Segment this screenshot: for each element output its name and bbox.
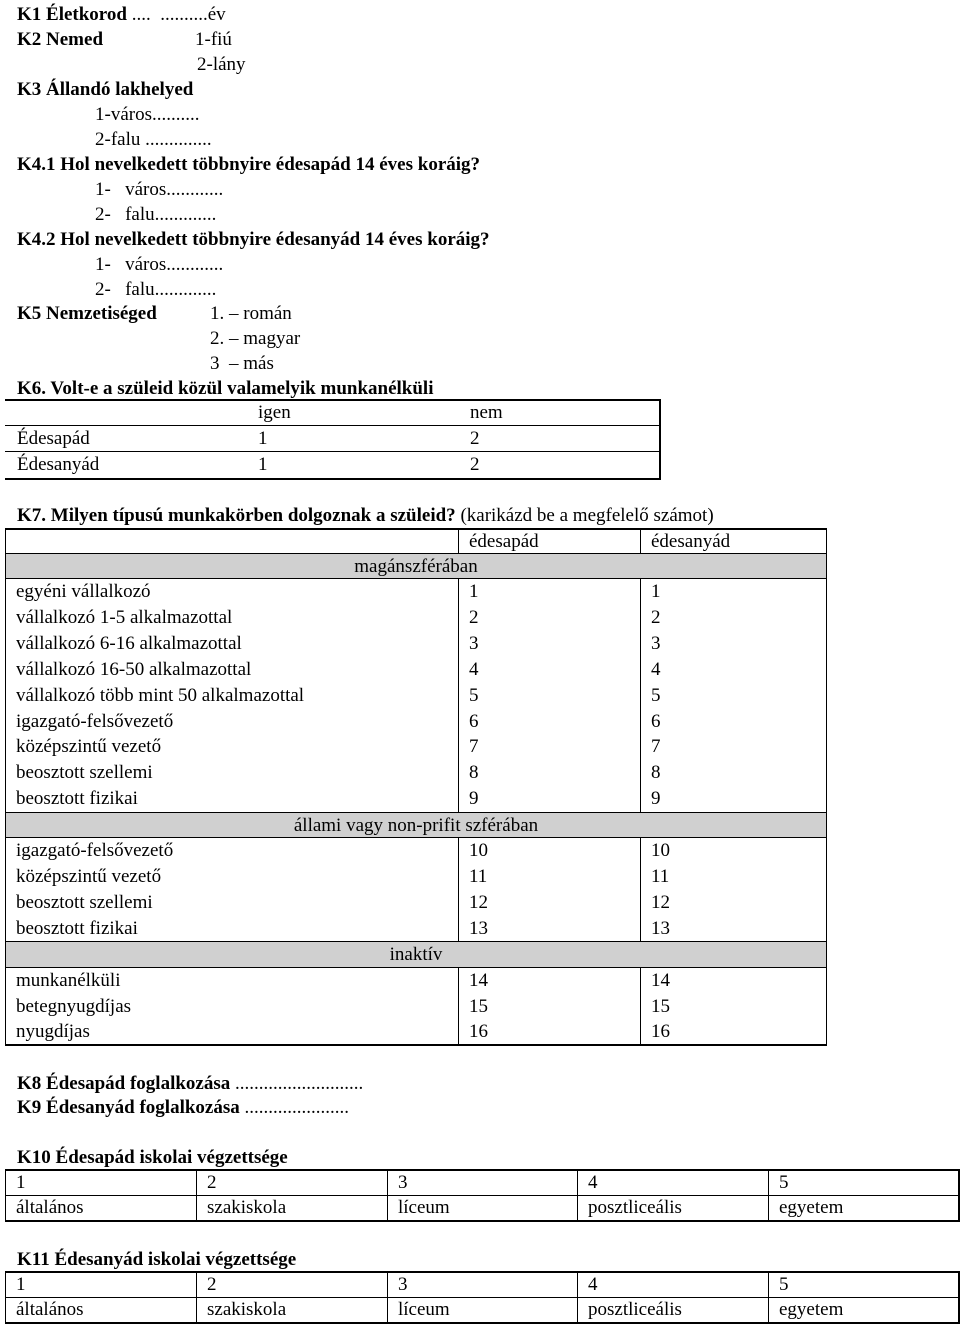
k10-level: szakiskola (207, 1197, 287, 1218)
k11-label: K11 Édesanyád iskolai végzettsége (17, 1249, 297, 1270)
k5-label: K5 Nemzetiséged (17, 303, 157, 324)
k7-row-label: beosztott szellemi (16, 762, 153, 783)
k7-option-edesanyad[interactable]: 16 (651, 1021, 670, 1042)
k9-answer-blank[interactable]: ...................... (244, 1097, 350, 1118)
k7-row-label: munkanélküli (16, 970, 121, 991)
k2-option-1[interactable]: 1-fiú (195, 29, 232, 50)
k6-label: K6. Volt-e a szüleid közül valamelyik munkanélküli (17, 378, 434, 399)
k7-option-edesapad[interactable]: 15 (469, 996, 488, 1017)
k7-option-edesapad[interactable]: 8 (469, 762, 479, 783)
k7-row-label: betegnyugdíjas (16, 996, 132, 1017)
k7-option-edesanyad[interactable]: 5 (651, 685, 661, 706)
k1-answer-blank[interactable]: .... ..........év (131, 4, 226, 25)
k7-option-edesapad[interactable]: 14 (469, 970, 488, 991)
k11-level: líceum (398, 1299, 450, 1320)
k11-number[interactable]: 2 (207, 1274, 217, 1295)
k7-option-edesapad[interactable]: 9 (469, 788, 479, 809)
k8-label: K8 Édesapád foglalkozása (17, 1073, 231, 1094)
k7-option-edesanyad[interactable]: 15 (651, 996, 670, 1017)
k1-question (17, 3, 226, 27)
k6-row-label: Édesapád (17, 428, 90, 449)
k7-option-edesapad[interactable]: 5 (469, 685, 479, 706)
k7-option-edesanyad[interactable]: 13 (651, 918, 670, 939)
k7-option-edesapad[interactable]: 7 (469, 736, 479, 757)
k7-option-edesanyad[interactable]: 12 (651, 892, 670, 913)
k11-number[interactable]: 5 (779, 1274, 789, 1295)
k11-level: általános (16, 1299, 84, 1320)
k9-label: K9 Édesanyád foglalkozása (17, 1097, 240, 1118)
k11-number[interactable]: 4 (588, 1274, 598, 1295)
k7-option-edesanyad[interactable]: 6 (651, 711, 661, 732)
k5-option-2[interactable]: 2. – magyar (210, 328, 301, 349)
k7-row-label: beosztott fizikai (16, 918, 138, 939)
k6-option-igen[interactable]: 1 (258, 454, 268, 475)
k7-option-edesapad[interactable]: 4 (469, 659, 479, 680)
k7-row-label: vállalkozó 1-5 alkalmazottal (16, 607, 233, 628)
k7-option-edesanyad[interactable]: 2 (651, 607, 661, 628)
k7-option-edesapad[interactable]: 13 (469, 918, 488, 939)
k6-col-nem: nem (470, 402, 503, 423)
k41-option-1[interactable]: 1- város............ (95, 179, 224, 200)
k11-level: egyetem (779, 1299, 844, 1320)
k8-question (17, 1072, 363, 1096)
k7-col-edesapad: édesapád (469, 531, 539, 552)
k11-number[interactable]: 1 (16, 1274, 26, 1295)
k5-option-1[interactable]: 1. – román (210, 303, 292, 324)
k7-row-label: vállalkozó 6-16 alkalmazottal (16, 633, 242, 654)
k7-option-edesapad[interactable]: 10 (469, 840, 488, 861)
k7-label: K7. Milyen típusú munkakörben dolgoznak a szüleid? (17, 505, 456, 526)
k7-option-edesanyad[interactable]: 7 (651, 736, 661, 757)
k2-label: K2 Nemed (17, 29, 104, 50)
k7-row-label: vállalkozó több mint 50 alkalmazottal (16, 685, 305, 706)
k7-hint: (karikázd be a megfelelő számot) (460, 505, 714, 526)
k3-option-1[interactable]: 1-város.......... (95, 104, 200, 125)
k7-option-edesapad[interactable]: 11 (469, 866, 488, 887)
k2-option-2[interactable]: 2-lány (197, 54, 246, 75)
k10-number[interactable]: 4 (588, 1172, 598, 1193)
k7-row-label: igazgató-felsővezető (16, 840, 174, 861)
k7-option-edesanyad[interactable]: 10 (651, 840, 670, 861)
k7-option-edesapad[interactable]: 1 (469, 581, 479, 602)
k7-option-edesanyad[interactable]: 8 (651, 762, 661, 783)
k10-number[interactable]: 2 (207, 1172, 217, 1193)
k7-row-label: vállalkozó 16-50 alkalmazottal (16, 659, 252, 680)
k6-row-label: Édesanyád (17, 454, 100, 475)
k8-answer-blank[interactable]: ........................... (235, 1073, 364, 1094)
k11-level: posztliceális (588, 1299, 682, 1320)
k6-option-nem[interactable]: 2 (470, 454, 480, 475)
k10-level: líceum (398, 1197, 450, 1218)
k7-option-edesanyad[interactable]: 4 (651, 659, 661, 680)
k10-number[interactable]: 1 (16, 1172, 26, 1193)
k42-label: K4.2 Hol nevelkedett többnyire édesanyád 14 éves koráig? (17, 229, 490, 250)
k1-label: K1 Életkorod (17, 4, 127, 25)
k7-row-label: középszintű vezető (16, 866, 162, 887)
k7-section-title: inaktív (389, 944, 443, 965)
k10-number[interactable]: 3 (398, 1172, 408, 1193)
k7-col-edesanyad: édesanyád (651, 531, 731, 552)
k42-option-1[interactable]: 1- város............ (95, 254, 224, 275)
k10-level: általános (16, 1197, 84, 1218)
k6-option-nem[interactable]: 2 (470, 428, 480, 449)
k10-number[interactable]: 5 (779, 1172, 789, 1193)
k5-option-3[interactable]: 3 – más (210, 353, 274, 374)
k9-question (17, 1096, 349, 1120)
k6-col-igen: igen (258, 402, 291, 423)
k41-option-2[interactable]: 2- falu............. (95, 204, 217, 225)
k11-level: szakiskola (207, 1299, 287, 1320)
k7-option-edesapad[interactable]: 6 (469, 711, 479, 732)
k7-option-edesanyad[interactable]: 1 (651, 581, 661, 602)
k7-option-edesanyad[interactable]: 3 (651, 633, 661, 654)
k7-row-label: beosztott fizikai (16, 788, 138, 809)
k3-option-2[interactable]: 2-falu .............. (95, 129, 212, 150)
k10-level: posztliceális (588, 1197, 682, 1218)
k10-label: K10 Édesapád iskolai végzettsége (17, 1147, 288, 1168)
k7-option-edesanyad[interactable]: 11 (651, 866, 670, 887)
k7-option-edesapad[interactable]: 16 (469, 1021, 488, 1042)
k7-row-label: egyéni vállalkozó (16, 581, 151, 602)
k7-row-label: középszintű vezető (16, 736, 162, 757)
k7-option-edesapad[interactable]: 2 (469, 607, 479, 628)
k7-row-label: igazgató-felsővezető (16, 711, 174, 732)
k11-number[interactable]: 3 (398, 1274, 408, 1295)
k7-question (17, 504, 714, 528)
k7-row-label: nyugdíjas (16, 1021, 90, 1042)
k7-section-title: állami vagy non-prifit szférában (293, 815, 539, 836)
k7-option-edesanyad[interactable]: 14 (651, 970, 670, 991)
k41-label: K4.1 Hol nevelkedett többnyire édesapád 14 éves koráig? (17, 154, 481, 175)
k42-option-2[interactable]: 2- falu............. (95, 279, 217, 300)
k10-level: egyetem (779, 1197, 844, 1218)
k7-section-title: magánszférában (354, 556, 478, 577)
k6-option-igen[interactable]: 1 (258, 428, 268, 449)
k7-option-edesapad[interactable]: 3 (469, 633, 479, 654)
k7-option-edesanyad[interactable]: 9 (651, 788, 661, 809)
k7-option-edesapad[interactable]: 12 (469, 892, 488, 913)
k7-row-label: beosztott szellemi (16, 892, 153, 913)
k3-label: K3 Állandó lakhelyed (17, 79, 194, 100)
